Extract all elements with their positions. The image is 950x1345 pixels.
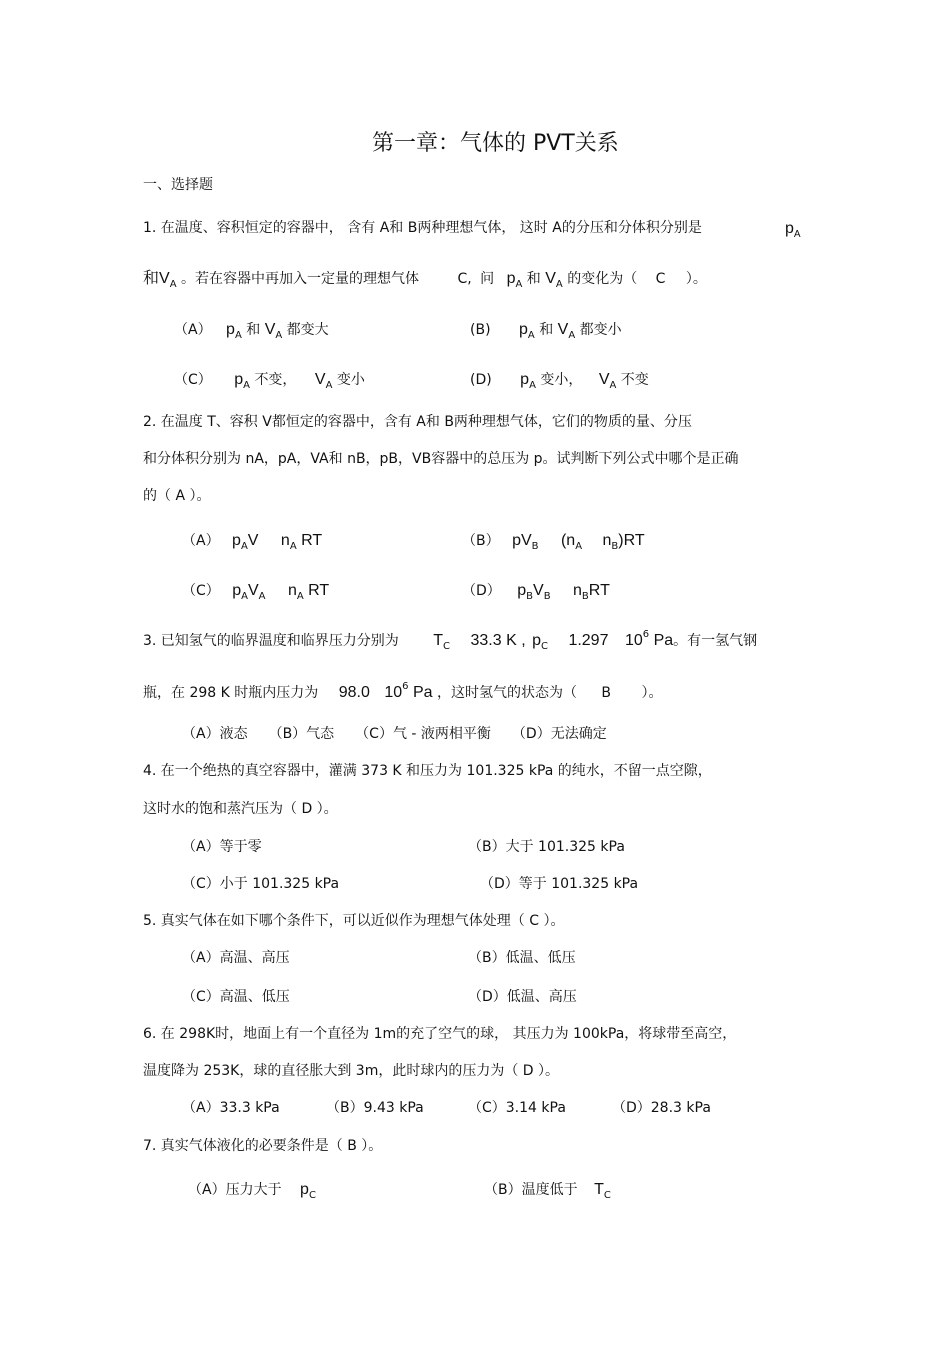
option-4d: （D）等于 101.325 kPa bbox=[480, 876, 639, 892]
question-1-line-2: 和$V_A$ 。若在容器中再加入一定量的理想气体 C, 问 $p_A$ 和 $V_A$ 的变化为（ C ）。 bbox=[143, 270, 707, 290]
option-2b: （B） $pV_B$ ($n_A$ $n_B)RT$ bbox=[462, 532, 645, 552]
option-4b: （B）大于 101.325 kPa bbox=[468, 839, 625, 855]
question-2-line-3: 的（ A ）。 bbox=[143, 488, 211, 504]
option-5a: （A）高温、高压 bbox=[182, 950, 290, 966]
option-5d: （D）低温、高压 bbox=[468, 989, 577, 1005]
question-3-options: （A）液态 （B）气态 （C）气 - 液两相平衡 （D）无法确定 bbox=[182, 726, 607, 742]
option-1c: （C） $p_A$ 不变， $V_A$ 变小 bbox=[174, 371, 365, 391]
option-4a: （A）等于零 bbox=[182, 839, 262, 855]
option-6a: （A）33.3 kPa bbox=[182, 1100, 280, 1116]
option-1a: （A） $p_A$ 和 $V_A$ 都变大 bbox=[174, 321, 329, 341]
question-6-line-2: 温度降为 253K，球的直径胀大到 3m，此时球内的压力为（ D ）。 bbox=[143, 1063, 560, 1079]
option-2d: （D） $p_BV_B$ $n_BRT$ bbox=[462, 582, 610, 602]
question-2-line-2: 和分体积分别为 nA，pA，VA和 nB，pB，VB容器中的总压为 p。试判断下列公式中哪个是正确 bbox=[143, 451, 739, 467]
question-4-line-2: 这时水的饱和蒸汽压为（ D ）。 bbox=[143, 801, 338, 817]
question-6-line-1: 6. 在 298K时，地面上有一个直径为 1m的充了空气的球， 其压力为 100kPa，将球带至高空， bbox=[143, 1026, 737, 1042]
question-4-line-1: 4. 在一个绝热的真空容器中，灌满 373 K 和压力为 101.325 kPa 的纯水，不留一点空隙， bbox=[143, 763, 712, 779]
option-4c: （C）小于 101.325 kPa bbox=[182, 876, 340, 892]
option-6b: （B）9.43 kPa bbox=[326, 1100, 424, 1116]
option-1b: (B) $p_A$ 和 $V_A$ 都变小 bbox=[470, 321, 622, 341]
option-6d: （D）28.3 kPa bbox=[612, 1100, 711, 1116]
question-1-line-1: 1. 在温度、容积恒定的容器中， 含有 A和 B两种理想气体， 这时 A的分压和分体积分别是 bbox=[143, 220, 702, 236]
question-3-line-2: 瓶，在 298 K 时瓶内压力为 98.0 $10^6$ Pa ，这时氢气的状态为（ B ）。 bbox=[143, 681, 663, 701]
section-heading: 一、选择题 bbox=[143, 177, 213, 193]
option-2a: （A） $p_AV$ $n_A$ RT bbox=[182, 532, 323, 552]
option-6c: （C）3.14 kPa bbox=[468, 1100, 566, 1116]
symbol-pA: $p_A$ bbox=[785, 220, 801, 240]
option-2c: （C） $p_AV_A$ $n_A$ RT bbox=[182, 582, 330, 602]
question-2-line-1: 2. 在温度 T、容积 V都恒定的容器中，含有 A和 B两种理想气体，它们的物质的量、分压 bbox=[143, 414, 692, 430]
question-3-line-1: 3. 已知氢气的临界温度和临界压力分别为 $T_C$ 33.3 K , $p_C$ 1.297 $10^6$ Pa。有一氢气钢 bbox=[143, 629, 758, 652]
option-5b: （B）低温、低压 bbox=[468, 950, 576, 966]
option-5c: （C）高温、低压 bbox=[182, 989, 290, 1005]
option-1d: (D) $p_A$ 变小， $V_A$ 不变 bbox=[470, 371, 649, 391]
option-7b: （B）温度低于 $T_C$ bbox=[484, 1181, 611, 1201]
page-title: 第一章：气体的 PVT关系 bbox=[372, 131, 619, 156]
question-5-line-1: 5. 真实气体在如下哪个条件下，可以近似作为理想气体处理（ C ）。 bbox=[143, 913, 565, 929]
question-7-line-1: 7. 真实气体液化的必要条件是（ B ）。 bbox=[143, 1138, 383, 1154]
option-7a: （A）压力大于 $p_C$ bbox=[188, 1181, 316, 1201]
